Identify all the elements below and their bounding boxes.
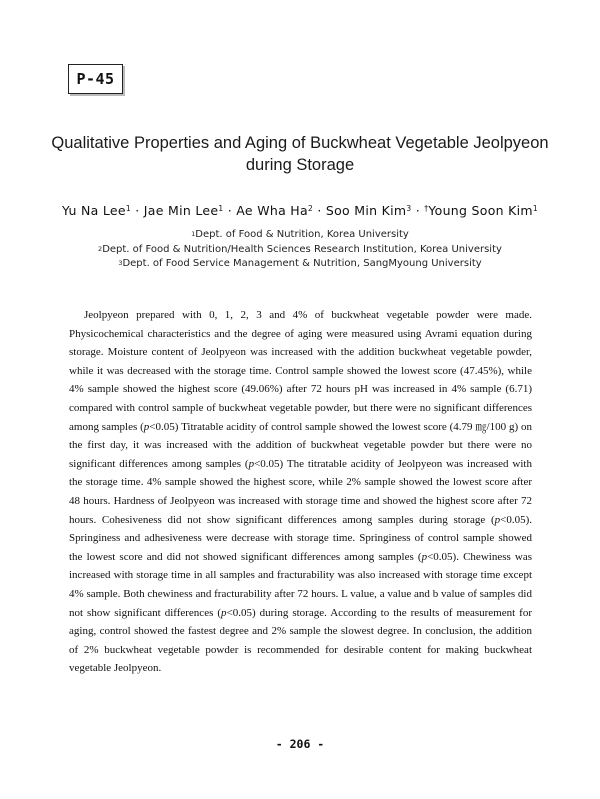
affiliation-line	[40, 257, 560, 272]
author-separator: ·	[313, 203, 326, 218]
corresponding-author-mark: †	[424, 204, 429, 213]
page-number: - 206 -	[275, 737, 325, 751]
author-separator: ·	[223, 203, 237, 218]
affiliation-mark: 3	[406, 204, 412, 213]
affiliation-mark: 1	[191, 230, 196, 238]
poster-number-box: P-45	[68, 64, 123, 94]
author-separator: ·	[411, 203, 425, 218]
affiliation-text: Dept. of Food & Nutrition, Korea University	[195, 229, 409, 240]
author-name: Yu Na Lee	[61, 203, 126, 218]
affiliation-mark: 2	[307, 204, 314, 213]
author-separator: ·	[130, 203, 144, 218]
affiliation-mark: 3	[118, 259, 123, 267]
paper-title: Qualitative Properties and Aging of Buckwheat Vegetable Jeolpyeon during Storage	[51, 134, 549, 174]
affiliation-mark: 2	[98, 244, 103, 253]
author-name: Jae Min Lee	[143, 203, 219, 218]
affiliation-mark: 1	[218, 204, 224, 213]
affiliation-list	[40, 228, 560, 272]
affiliation-line	[40, 243, 560, 258]
author-list	[20, 202, 580, 220]
author-name: Soo Min Kim	[325, 203, 407, 218]
affiliation-line	[40, 228, 560, 243]
author-name: Young Soon Kim	[428, 203, 533, 218]
author-name: Ae Wha Ha	[236, 203, 308, 218]
affiliation-mark: 1	[532, 204, 538, 213]
abstract-text: Jeolpyeon prepared with 0, 1, 2, 3 and 4% of buckwheat vegetable powder were made. Physicochemical characteristics and the degree of aging were measured using Avrami equation during storage. Moisture content of Jeolpyeon was increased with the addition buckwheat vegetable powder, while it was decreased with the storage time. Control sample showed the lowest score (47.45%), while 4% sample showed the highest score (49.06%) after 72 hours pH was increased in 4% sample (6.71) compared with control sample of buckwheat vegetable powder, but there were no significant differences among samples (p<0.05) Titratable acidity of control sample showed the lowest score (4.79 ㎎/100 g) on the first day, it was increased with the addition of buckwheat vegetable powder but there were no significant differences among samples (p<0.05) The titratable acidity of Jeolpyeon was increased with the storage time. 4% sample showed the highest score, while 2% sample showed the lowest score after 48 hours. Hardness of Jeolpyeon was increased with storage time and showed the highest score after 72 hours. Cohesiveness did not show significant differences among samples during storage (p<0.05). Springiness and adhesiveness were decrease with storage time. Springiness of control sample showed the lowest score and did not showed significant differences among samples (p<0.05). Chewiness was increased with storage time in all samples and fracturability was also increased with storage time except 4% sample. Both chewiness and fracturability after 72 hours. L value, a value and b value of samples did not show significant differences (p<0.05) during storage. According to the results of measurement for aging, control showed the fastest degree and 2% sample the slowest degree. In conclusion, the addition of 2% buckwheat vegetable powder is recommended for desirable content for making buckwheat vegetable Jeolpyeon.	[69, 309, 532, 675]
affiliation-text: Dept. of Food & Nutrition/Health Sciences Research Institution, Korea University	[102, 243, 502, 255]
affiliation-text: Dept. of Food Service Management & Nutrition, SangMyoung University	[122, 258, 482, 269]
affiliation-mark: 1	[125, 204, 131, 213]
